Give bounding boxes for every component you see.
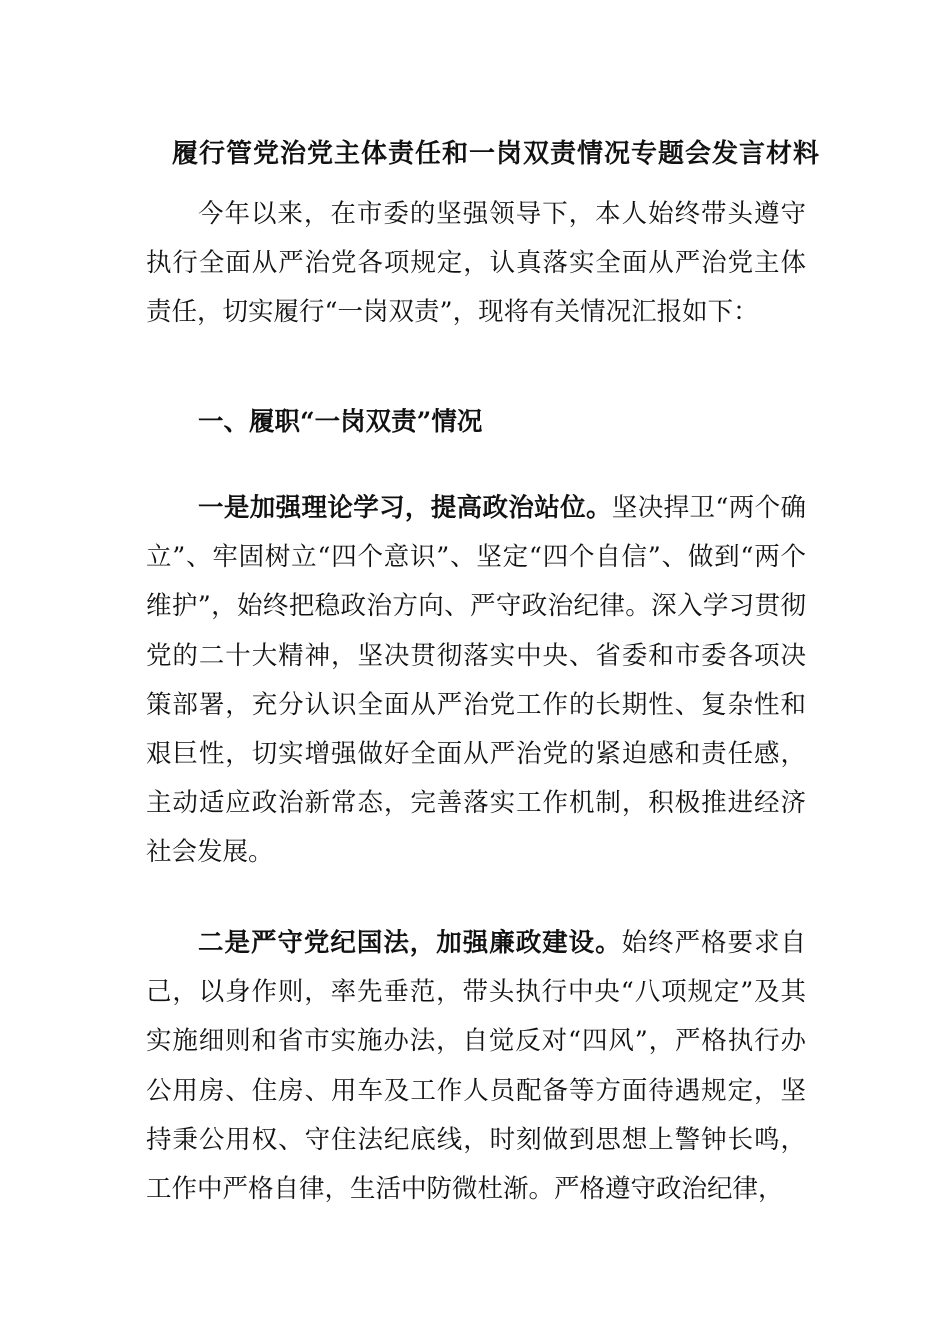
point-one-lead: 一是加强理论学习，提高政治站位。 [198,493,612,523]
point-one-text: 坚决捍卫“两个确立”、牢固树立“四个意识”、坚定“四个自信”、做到“两个维护”，始终把稳政治方向、严守政治纪律。深入学习贯彻党的二十大精神，坚决贯彻落实中央、省委和市委各项决策部署，充分认识全面从严治党工作的长期性、复杂性和艰巨性，切实增强做好全面从严治党的紧迫感和责任感，主动适应政治新常态，完善落实工作机制，积极推进经济社会发展。 [146,493,806,868]
point-two-text: 始终严格要求自己，以身作则，率先垂范，带头执行中央“八项规定”及其实施细则和省市实施办法，自觉反对“四风”，严格执行办公用房、住房、用车及工作人员配备等方面待遇规定，坚持秉公用权、守住法纪底线，时刻做到思想上警钟长鸣，工作中严格自律，生活中防微杜渐。严格遵守政治纪律， [146,928,806,1205]
point-two-paragraph [146,919,806,1214]
section-heading: 一、履职“一岗双责”情况 [198,407,483,437]
document-title: 履行管党治党主体责任和一岗双责情况专题会发言材料 [172,139,821,169]
point-two-lead: 二是严守党纪国法，加强廉政建设。 [198,928,622,958]
point-one-paragraph [146,484,806,878]
intro-paragraph: 今年以来，在市委的坚强领导下，本人始终带头遵守执行全面从严治党各项规定，认真落实全面从严治党主体责任，切实履行“一岗双责”，现将有关情况汇报如下： [146,199,806,328]
